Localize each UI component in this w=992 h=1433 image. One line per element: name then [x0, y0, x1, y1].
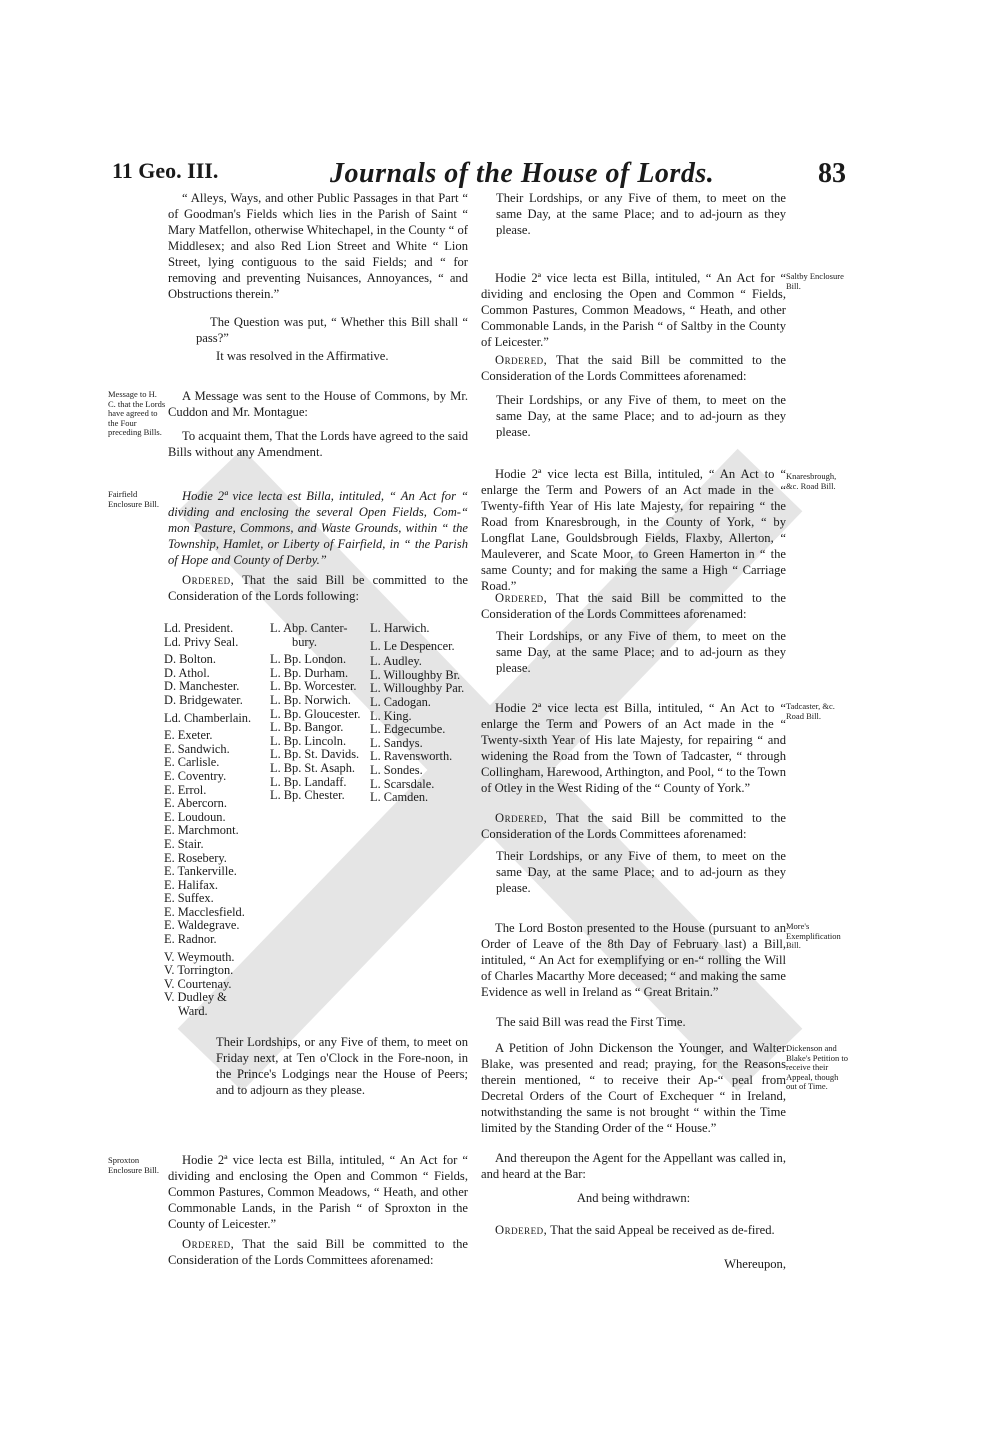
left-p9: Hodie 2ª vice lecta est Billa, intituled, “ An Act for “ dividing and enclosing the Open and Common “ Fields, Common Pastures, Common Meadows, “ Heath, and other Commonable Lands, in the Parish “ of Sproxton in the County of Leicester.”	[168, 1153, 468, 1231]
ordered-label: Ordered,	[495, 1223, 548, 1237]
ordered-label: Ordered,	[495, 353, 548, 367]
margin-note-message: Message to H. C. that the Lords have agreed to the Four preceding Bills.	[108, 389, 166, 437]
lords-list-col3	[370, 622, 464, 805]
right-p7: Their Lordships, or any Five of them, to meet on the same Day, at the same Place; and to ad-journ as they please.	[496, 629, 786, 675]
lord-list-item: D. Bridgewater.	[164, 692, 243, 707]
lord-list-item: E. Halifax.	[164, 877, 219, 892]
right-p16: Ordered, That the said Appeal be received as de-fired.	[495, 1223, 775, 1237]
lord-list-item: D. Athol.	[164, 665, 210, 680]
lord-list-item: D. Bolton.	[164, 652, 216, 667]
page-title: Journals of the House of Lords.	[330, 158, 715, 189]
lord-list-item: L. Abp. Canter-	[270, 621, 348, 635]
lord-list-item: L. Bp. Gloucester.	[270, 706, 361, 721]
lord-list-item: E. Exeter.	[164, 728, 213, 743]
lord-list-item: E. Marchmont.	[164, 823, 239, 838]
ordered-label: Ordered,	[182, 573, 235, 587]
lord-list-item: L. Sondes.	[370, 762, 423, 777]
lord-list-item: D. Manchester.	[164, 679, 240, 694]
lord-list-item: L. Edgecumbe.	[370, 722, 446, 737]
right-p8: Hodie 2ª vice lecta est Billa, intituled, “ An Act to “ enlarge the Term and Powers of an Act made in the “ Twenty-sixth Year of His late Majesty, for repairing “ and widening the Road from the Town of Tadcaster, “ through Collingham, Harewood, Arthington, and Pool, “ to the Town of Otley in the West Riding of the “ County of York.”	[481, 701, 786, 795]
lord-list-item: L. Bp. Chester.	[270, 788, 345, 803]
right-p14: And thereupon the Agent for the Appellant was called in, and heard at the Bar:	[481, 1151, 786, 1181]
left-p2: The Question was put, “ Whether this Bill shall “ pass?”	[196, 315, 468, 345]
lord-list-item: L. Bp. Norwich.	[270, 692, 351, 707]
lord-list-item: E. Abercorn.	[164, 796, 227, 811]
lord-list-item: E. Stair.	[164, 836, 204, 851]
ordered-label: Ordered,	[495, 591, 548, 605]
right-p9: Ordered, That the said Bill be committed to the Consideration of the Lords Committees aforenamed:	[481, 811, 786, 841]
lord-list-item: L. Bp. St. Davids.	[270, 747, 360, 762]
lord-list-item: E. Coventry.	[164, 768, 227, 783]
lord-list-item: L. Scarsdale.	[370, 776, 435, 791]
lord-list-item: E. Macclesfield.	[164, 904, 245, 919]
lord-list-item: E. Carlisle.	[164, 755, 220, 770]
margin-note-tadcaster: Tadcaster, &c. Road Bill.	[786, 701, 835, 721]
right-p4: Their Lordships, or any Five of them, to meet on the same Day, at the same Place; and to ad-journ as they please.	[496, 393, 786, 439]
right-p1: Their Lordships, or any Five of them, to meet on the same Day, at the same Place; and to ad-journ as they please.	[496, 191, 786, 237]
ordered-label: Ordered,	[182, 1237, 235, 1251]
right-p2: Hodie 2ª vice lecta est Billa, intituled, “ An Act for “ dividing and enclosing the Open and Common “ Fields, Common Pastures, Common Meadows, “ Heath, and other Commonable Lands, in the Parish “ of Saltby in the County of Leicester.”	[481, 271, 786, 349]
margin-note-knaresbrough: Knaresbrough, &c. Road Bill.	[786, 471, 837, 491]
lord-list-item: L. Cadogan.	[370, 694, 431, 709]
lord-list-item: L. Bp. Lincoln.	[270, 733, 347, 748]
lord-list-item: L. Bp. Worcester.	[270, 679, 357, 694]
margin-note-dickenson: Dickenson and Blake's Petition to receive their Appeal, though out of Time.	[786, 1043, 848, 1091]
lord-list-item: bury.	[292, 634, 318, 649]
right-p13: A Petition of John Dickenson the Younger, and Walter Blake, was presented and read; praying, for the Reasons therein mentioned, “ to receive their Ap-“ peal from Decretal Orders of the Court of Exchequer “ in Ireland, notwithstanding the same is not brought “ within the Time limited by the Standing Order of the “ House.”	[481, 1041, 786, 1135]
lord-list-item: E. Rosebery.	[164, 850, 227, 865]
lord-list-item: L. Willoughby Par.	[370, 681, 465, 696]
left-p7: Ordered, That the said Bill be committed to the Consideration of the Lords following:	[168, 573, 468, 603]
lord-list-item: L. Harwich.	[370, 621, 430, 635]
left-p4: A Message was sent to the House of Commons, by Mr. Cuddon and Mr. Montague:	[168, 389, 468, 419]
lord-list-item: Ld. Chamberlain.	[164, 710, 252, 725]
catchword: Whereupon,	[724, 1257, 786, 1271]
left-p10: Ordered, That the said Bill be committed to the Consideration of the Lords Committees aforenamed:	[168, 1237, 468, 1267]
lord-list-item: L. Ravensworth.	[370, 749, 453, 764]
lord-list-item: L. Sandys.	[370, 735, 423, 750]
lord-list-item: Ld. Privy Seal.	[164, 634, 239, 649]
lord-list-item: V. Torrington.	[164, 963, 234, 978]
lord-list-item: L. Bp. Bangor.	[270, 720, 344, 735]
lord-list-item: E. Radnor.	[164, 932, 217, 947]
right-p5: Hodie 2ª vice lecta est Billa, intituled, “ An Act to “ enlarge the Term and Powers of an Act made in the “ Twenty-fifth Year of His late Majesty, for repairing “ the Road from Knaresbrough, in the County of York, “ by Longflat Lane, Gouldsbrough Fields, Flaxby, Allerton, “ Mauleverer, and Scate Moor, to Green Hamerton in “ the same County; and for making the same a High “ Carriage Road.”	[481, 467, 786, 593]
regnal-year: 11 Geo. III.	[112, 158, 219, 183]
left-p3: It was resolved in the Affirmative.	[216, 349, 389, 363]
lord-list-item: V. Dudley &	[164, 990, 227, 1005]
lord-list-item: Ward.	[178, 1004, 208, 1019]
margin-note-fairfield: Fairfield Enclosure Bill.	[108, 489, 159, 509]
left-p6: Hodie 2ª vice lecta est Billa, intituled, “ An Act for “ dividing and enclosing the several Open Fields, Com-“ mon Pasture, Commons, and Waste Grounds, within “ the Township, Hamlet, or Liberty of Fairfield, in “ the Parish of Hope and County of Derby.”	[168, 489, 468, 567]
lord-list-item: E. Suffex.	[164, 891, 214, 906]
right-p6: Ordered, That the said Bill be committed to the Consideration of the Lords Committees aforenamed:	[481, 591, 786, 621]
lord-list-item: E. Sandwich.	[164, 741, 230, 756]
lord-list-item: L. Bp. Durham.	[270, 665, 349, 680]
right-p3: Ordered, That the said Bill be committed to the Consideration of the Lords Committees aforenamed:	[481, 353, 786, 383]
lords-list-col2	[270, 622, 361, 803]
lord-list-item: E. Loudoun.	[164, 809, 226, 824]
lord-list-item: L. Camden.	[370, 790, 429, 805]
page-number: 83	[818, 158, 846, 189]
left-p5: To acquaint them, That the Lords have agreed to the said Bills without any Amendment.	[168, 429, 468, 459]
left-p8: Their Lordships, or any Five of them, to meet on Friday next, at Ten o'Clock in the Fore-noon, in the Prince's Lodgings near the House of Peers; and to adjourn as they please.	[216, 1035, 468, 1097]
lord-list-item: L. Le Despencer.	[370, 638, 455, 653]
lords-list-col1	[164, 622, 251, 1019]
lord-list-item: L. Bp. London.	[270, 652, 347, 667]
right-p12: The said Bill was read the First Time.	[496, 1015, 686, 1029]
left-p1: “ Alleys, Ways, and other Public Passages in that Part “ of Goodman's Fields which lies in the Parish of Saint “ Mary Matfellon, otherwise Whitechapel, in the County “ of Middlesex; and also Red Lion Street and White “ Lion Street, lying contiguous to the said Fields; and “ for removing and preventing Nuisances, Annoyances, “ and Obstructions therein.”	[168, 191, 468, 301]
margin-note-saltby: Saltby Enclosure Bill.	[786, 271, 844, 291]
margin-note-sproxton: Sproxton Enclosure Bill.	[108, 1155, 159, 1175]
lord-list-item: L. Willoughby Br.	[370, 667, 461, 682]
lord-list-item: L. King.	[370, 708, 412, 723]
ordered-label: Ordered,	[495, 811, 548, 825]
lord-list-item: L. Bp. Landaff.	[270, 774, 347, 789]
margin-note-more: More's Exemplification Bill.	[786, 921, 841, 950]
right-p11: The Lord Boston presented to the House (pursuant to an Order of Leave of the 8th Day of February last) a Bill, intituled, “ An Act for exemplifying or en-“ rolling the Will of Charles Macarthy More deceased; “ and making the same Evidence as well in Ireland as “ Great Britain.”	[481, 921, 786, 999]
lord-list-item: E. Tankerville.	[164, 864, 237, 879]
lord-list-item: L. Bp. St. Asaph.	[270, 760, 356, 775]
lord-list-item: E. Waldegrave.	[164, 918, 240, 933]
lord-list-item: Ld. President.	[164, 621, 234, 635]
lord-list-item: L. Audley.	[370, 654, 422, 669]
lord-list-item: E. Errol.	[164, 782, 207, 797]
right-p10: Their Lordships, or any Five of them, to meet on the same Day, at the same Place; and to ad-journ as they please.	[496, 849, 786, 895]
lord-list-item: V. Courtenay.	[164, 976, 232, 991]
right-p15: And being withdrawn:	[576, 1191, 691, 1205]
lord-list-item: V. Weymouth.	[164, 949, 235, 964]
